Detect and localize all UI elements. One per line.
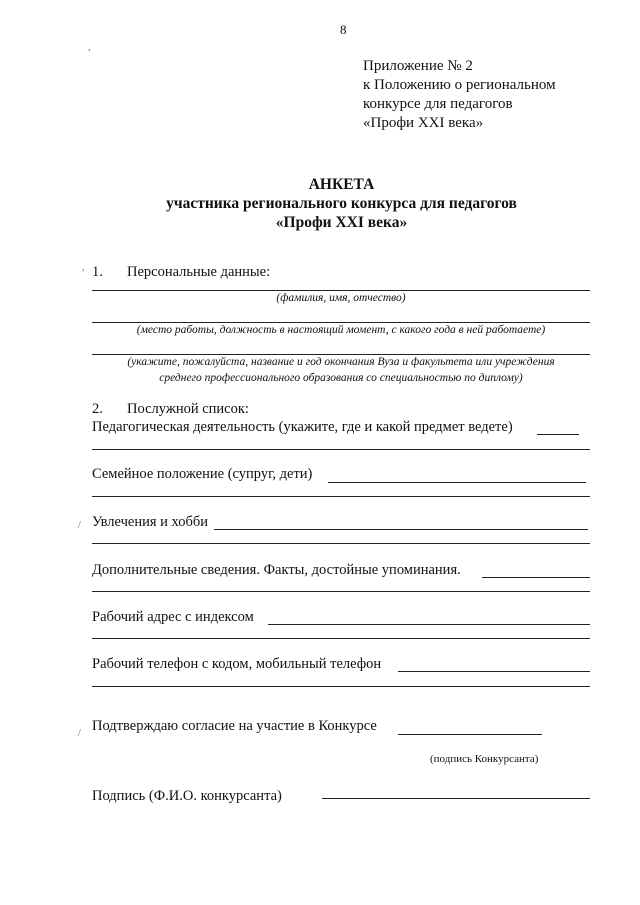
appendix-line-2: к Положению о региональном [363, 77, 556, 93]
phone-label: Рабочий телефон с кодом, мобильный телефон [92, 656, 382, 672]
family-label: Семейное положение (супруг, дети) [92, 466, 313, 482]
hobbies-field-line-2[interactable] [92, 543, 590, 544]
title-line-1: АНКЕТА [308, 176, 375, 193]
teaching-label: Педагогическая деятельность (укажите, где и какой предмет ведете) [92, 419, 513, 435]
phone-field-line[interactable] [398, 671, 590, 672]
scan-speck: / [78, 520, 81, 531]
signature-line[interactable] [322, 798, 590, 799]
section-1-label: Персональные данные: [127, 264, 271, 280]
title-line-2: участника регионального конкурса для педагогов [166, 195, 517, 212]
education-field-note-2: среднего профессионального образования со специальностью по диплому) [159, 372, 523, 384]
name-field-line[interactable] [92, 290, 590, 291]
education-field-note-1: (укажите, пожалуйста, название и год окончания Вуза и факультета или учреждения [127, 356, 555, 368]
additional-label: Дополнительные сведения. Факты, достойные упоминания. [92, 562, 461, 578]
appendix-line-3: конкурсе для педагогов [363, 96, 513, 112]
consent-signature-line[interactable] [398, 734, 542, 735]
scan-speck: , [88, 42, 91, 53]
hobbies-label: Увлечения и хобби [92, 514, 208, 530]
family-field-line[interactable] [328, 482, 586, 483]
work-field-line[interactable] [92, 322, 590, 323]
scan-speck: , [82, 262, 85, 273]
section-1-number: 1. [92, 264, 103, 280]
teaching-field-line-2[interactable] [92, 449, 590, 450]
consent-label: Подтверждаю согласие на участие в Конкурсе [92, 718, 377, 734]
teaching-field-line[interactable] [537, 434, 579, 435]
title-line-3: «Профи XXI века» [275, 214, 408, 231]
address-field-line[interactable] [268, 624, 590, 625]
page-number: 8 [340, 22, 347, 37]
appendix-line-1: Приложение № 2 [363, 58, 473, 74]
name-field-note: (фамилия, имя, отчество) [276, 292, 406, 304]
section-2-label: Послужной список: [127, 401, 249, 417]
family-field-line-2[interactable] [92, 496, 590, 497]
appendix-line-4: «Профи XXI века» [363, 115, 484, 131]
additional-field-line[interactable] [482, 577, 590, 578]
address-label: Рабочий адрес с индексом [92, 609, 254, 625]
signature-label: Подпись (Ф.И.О. конкурсанта) [92, 788, 282, 804]
phone-field-line-2[interactable] [92, 686, 590, 687]
education-field-line[interactable] [92, 354, 590, 355]
address-field-line-2[interactable] [92, 638, 590, 639]
work-field-note: (место работы, должность в настоящий момент, с какого года в ней работаете) [136, 324, 546, 336]
hobbies-field-line[interactable] [214, 529, 588, 530]
section-2-number: 2. [92, 401, 103, 417]
consent-signature-note: (подпись Конкурсанта) [430, 753, 539, 765]
additional-field-line-2[interactable] [92, 591, 590, 592]
scan-speck: / [78, 728, 81, 739]
